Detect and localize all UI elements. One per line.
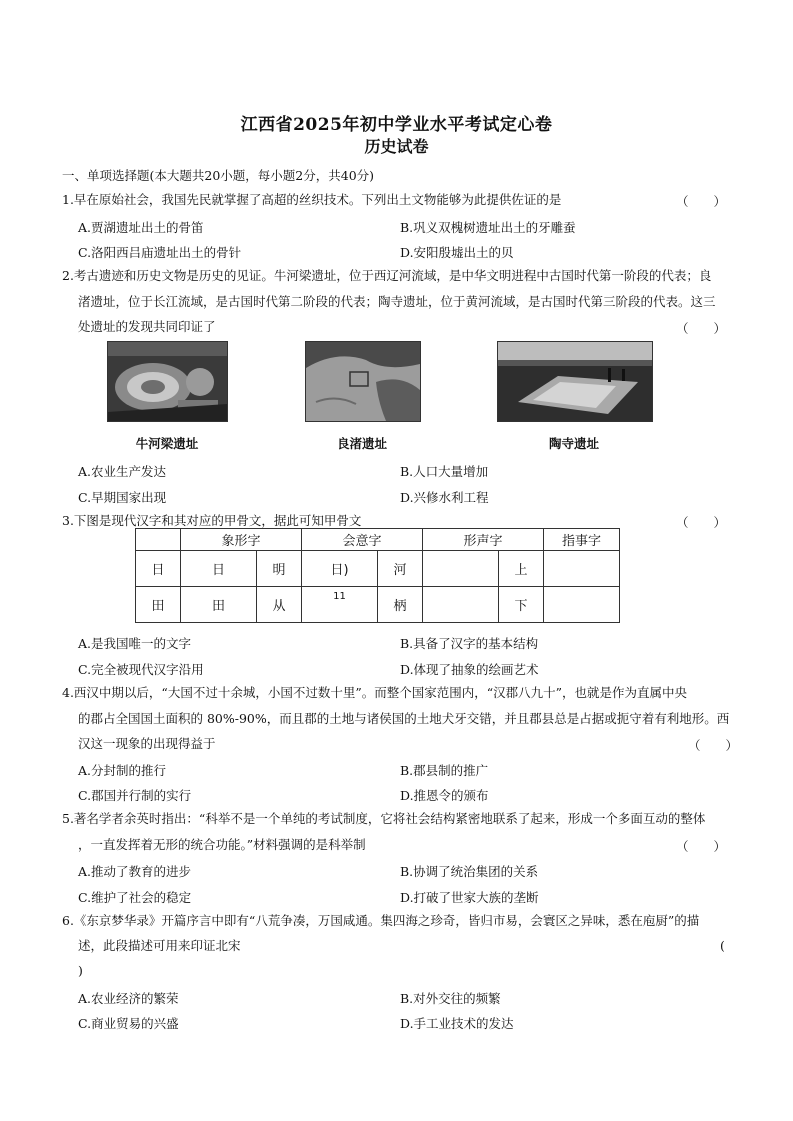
table-cell: 河: [378, 551, 423, 587]
q5-option-a: A.推动了教育的进步: [78, 864, 192, 879]
q6-answer-paren-close: ): [78, 963, 83, 978]
table-cell: [544, 587, 620, 623]
caption-liangzhu: 良渚遗址: [336, 436, 387, 451]
q5-option-b: B.协调了统治集团的关系: [400, 864, 539, 879]
q6-stem-line-2: 述，此段描述可用来印证北宋: [78, 938, 241, 953]
q1-option-b: B.巩义双槐树遗址出土的牙雕蚕: [400, 220, 576, 235]
table-cell: 11: [302, 587, 378, 623]
table-cell: 日: [181, 551, 257, 587]
q6-option-d: D.手工业技术的发达: [400, 1016, 514, 1031]
q1-answer-paren: （ ）: [676, 194, 727, 209]
q4-stem-line-1: 4.西汉中期以后，“大国不过十余城，小国不过数十里”。而整个国家范围内，“汉郡八九十”，也就是作为直属中央: [62, 685, 687, 700]
q1-stem: 1.早在原始社会，我国先民就掌握了高超的丝织技术。下列出土文物能够为此提供佐证的是: [62, 192, 562, 207]
q4-option-a: A.分封制的推行: [78, 763, 167, 778]
caption-taosi: 陶寺遗址: [548, 436, 599, 451]
q5-answer-paren: （ ）: [676, 839, 727, 854]
q6-answer-paren-open: (: [720, 938, 725, 953]
table-cell: 柄: [378, 587, 423, 623]
q6-option-c: C.商业贸易的兴盛: [78, 1016, 179, 1031]
q5-option-d: D.打破了世家大族的垄断: [400, 890, 539, 905]
table-cell: 田: [181, 587, 257, 623]
q5-stem-line-2: ，一直发挥着无形的统合功能。”材料强调的是科举制: [78, 837, 366, 852]
table-cell: 日): [302, 551, 378, 587]
table-cell: [423, 587, 499, 623]
q2-option-d: D.兴修水利工程: [400, 490, 489, 505]
table-cell: 下: [499, 587, 544, 623]
header-pictograph: 象形字: [181, 529, 302, 551]
q5-option-c: C.维护了社会的稳定: [78, 890, 192, 905]
q5-stem-line-1: 5.著名学者余英时指出：“科举不是一个单纯的考试制度，它将社会结构紧密地联系了起来，形成一个多面互动的整体: [62, 811, 706, 826]
q2-option-b: B.人口大量增加: [400, 464, 489, 479]
liangzhu-site-photo: [305, 341, 421, 422]
table-cell: [423, 551, 499, 587]
section-heading: 一、单项选择题(本大题共20小题，每小题2分，共40分): [62, 168, 375, 183]
exam-title: 江西省2025年初中学业水平考试定心卷: [240, 115, 553, 135]
q4-option-d: D.推恩令的颁布: [400, 788, 489, 803]
q1-option-c: C.洛阳西吕庙遗址出土的骨针: [78, 245, 242, 260]
table-cell: 田: [136, 587, 181, 623]
q6-stem-line-1: 6.《东京梦华录》开篇序言中即有“八荒争凑，万国咸通。集四海之珍奇，皆归市易，会寰区之异味，悉在庖厨”的描: [62, 913, 700, 928]
q4-option-c: C.郡国并行制的实行: [78, 788, 192, 803]
q3-option-d: D.体现了抽象的绘画艺术: [400, 662, 539, 677]
header-ideograph: 会意字: [302, 529, 423, 551]
q6-option-b: B.对外交往的频繁: [400, 991, 501, 1006]
q4-answer-paren: （ ）: [688, 738, 739, 753]
q3-stem: 3.下图是现代汉字和其对应的甲骨文，据此可知甲骨文: [62, 513, 362, 528]
q2-stem-line-3: 处遗址的发现共同印证了: [78, 319, 216, 334]
table-cell: 明: [257, 551, 302, 587]
q4-stem-line-3: 汉这一现象的出现得益于: [78, 736, 216, 751]
table-cell: 上: [499, 551, 544, 587]
caption-niuheliang: 牛河梁遗址: [135, 436, 199, 451]
oracle-bone-table: [135, 528, 620, 623]
header-phonogram: 形声字: [423, 529, 544, 551]
q3-answer-paren: （ ）: [676, 515, 727, 530]
q6-option-a: A.农业经济的繁荣: [78, 991, 179, 1006]
q3-option-a: A.是我国唯一的文字: [78, 636, 192, 651]
q4-stem-line-2: 的郡占全国国土面积的 80%-90%，而且郡的土地与诸侯国的土地犬牙交错，并且郡县总是占据或扼守着有利地形。西: [78, 711, 730, 726]
q2-option-c: C.早期国家出现: [78, 490, 167, 505]
header-indicative: 指事字: [544, 529, 620, 551]
q2-stem-line-1: 2.考古遗迹和历史文物是历史的见证。牛河梁遗址，位于西辽河流域，是中华文明进程中古国时代第一阶段的代表；良: [62, 268, 712, 283]
q1-option-a: A.贾湖遗址出土的骨笛: [78, 220, 204, 235]
q3-option-b: B.具备了汉字的基本结构: [400, 636, 539, 651]
q4-option-b: B.郡县制的推广: [400, 763, 489, 778]
table-cell: 从: [257, 587, 302, 623]
table-cell: 日: [136, 551, 181, 587]
table-cell: [544, 551, 620, 587]
q2-answer-paren: （ ）: [676, 321, 727, 336]
q2-stem-line-2: 渚遗址，位于长江流域，是古国时代第二阶段的代表；陶寺遗址，位于黄河流域，是古国时代第三阶段的代表。这三: [78, 294, 716, 309]
q1-option-d: D.安阳殷墟出土的贝: [400, 245, 514, 260]
taosi-site-photo: [497, 341, 653, 422]
niuheliang-site-photo: [107, 341, 228, 422]
q3-option-c: C.完全被现代汉字沿用: [78, 662, 204, 677]
q2-option-a: A.农业生产发达: [78, 464, 167, 479]
exam-subtitle: 历史试卷: [364, 137, 429, 156]
